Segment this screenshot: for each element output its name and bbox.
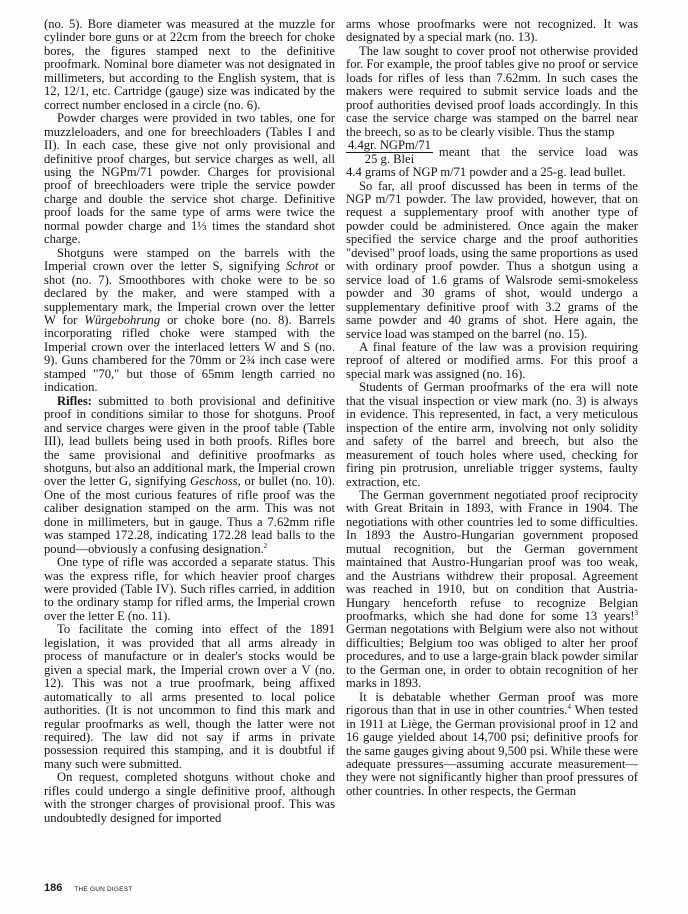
text: Shotguns were stamped on the barrels with the Imperial crown over the letter S, signifying <box>44 245 335 274</box>
paragraph-bore-diameter: (no. 5). Bore diameter was measured at the muzzle for cylinder bore guns or at 22cm from the breech for choke bores, the figures stamped next to the definitive proofmark. Nominal bore diameter was not designated in millimeters, but according to the English system, that is 12, 12/1, etc. Cartridge (gauge) size was indicated by the correct number enclosed in a circle (no. 6). <box>44 17 335 112</box>
paragraph-1891-legislation: To facilitate the coming into effect of the 1891 legislation, it was provided that all arms already in process of manufacture or in dealer's stocks would be given a special mark, the Imperial crown over a V (no. 12). This was not a true proofmark, being affixed automatically to all arms presented to local police authorities. (It is not uncommon to find this mark and regular proofmarks as well, though the latter were not required). The law did not say if arms in private possession required this stamping, and it is doubtful if many such were submitted. <box>44 622 335 771</box>
paragraph-powder-charges: Powder charges were provided in two tables, one for muzzleloaders, and one for breechloaders (Tables I and II). In each case, these give not only provisional and definitive proof charges, but service charges as well, all using the NGPm/71 powder. Charges for provisional proof of breechloaders were triple the service powder charge and double the service shot charge. Definitive proof loads for the same type of arms were twice the normal powder charge and 1⅓ times the standard shot charge. <box>44 111 335 247</box>
text: or choke bore (no. 8). Barrels incorporating rifled choke were stamped with the Imperial crown over the interlaced letters W and S (no. 9). Guns chambered for the 70mm or 2¾ inch case were stamped "70," but those of 65mm length carried no indication. <box>44 312 335 395</box>
stamp-caption: meant that the service load was <box>438 144 638 159</box>
text: When tested in 1911 at Liège, the German provisional proof in 12 and 16 gauge yielded about 14,700 psi; definitive proofs for the same gauges giving about 9,500 psi. While these were adequate pressures—assuming accurate measurement—they were not significantly higher than proof pressures of other countries. In other respects, the German <box>346 703 639 798</box>
footnote-ref: 2 <box>263 541 268 550</box>
text: German negotations with Belgium were also not without difficulties; Belgium too was obliged to alter her proof procedures, and to use a large-grain black powder similar to the German one, in order to obtain recognition of her marks in 1893. <box>346 622 638 691</box>
italic-term-wurgebohrung: Würgebohrung <box>84 312 161 327</box>
italic-term-schrot: Schrot <box>285 259 319 274</box>
paragraph-supplementary-proof: So far, all proof discussed has been in terms of the NGP m/71 powder. The law provided, however, that on request a supplementary proof with another type of powder could be administered. Once again the maker specified the service charge and the proof authorities "devised" proof loads, using the same proportions as used with ordinary proof powder. Thus a shotgun using a service load of 1.6 grams of Walsrode semi-smokeless powder and 30 grams of shot, would undergo a supplementary definitive proof with 3.2 grams of the same powder and 40 grams of shot. Here again, the service load was stamped on the barrel (no. 15). <box>346 178 638 341</box>
stamp-numerator: 4.4gr. NGPm/71 <box>348 138 431 153</box>
text: submitted to both provisional and definitive proof in conditions similar to those for shotguns. Proof and service charges were given in the proof table (Table III), lead bullets being used in both proofs. Rifles bore the same provisional and definitive proofmarks as shotguns, but also an additional mark, the Imperial crown over the letter G, signifying <box>44 393 335 489</box>
paragraph-express-rifle: One type of rifle was accorded a separate status. This was the express rifle, for which heavier proof charges were provided (Table IV). Such rifles carried, in addition to the ordinary stamp for rifled arms, the Imperial crown over the letter E (no. 11). <box>44 555 335 623</box>
paragraph-rifles <box>44 395 335 556</box>
page-number: 186 <box>44 882 63 894</box>
page-footer <box>44 882 132 894</box>
paragraph-other-proof: The law sought to cover proof not otherwise provided for. For example, the proof tables give no proof or service loads for rifles of less than 7.62mm. In such cases the makers were required to submit service loads and the proof authorities devised proof loads accordingly. In this case the service charge was stamped on the barrel near the breech, so as to be clearly visible. Thus the stamp <box>346 43 638 139</box>
paragraph-reproof: A final feature of the law was a provision requiring reproof of altered or modified arms. For this proof a special mark was assigned (no. 16). <box>346 339 638 381</box>
stamp-denominator: 25 g. Blei <box>364 152 415 167</box>
text: The German government negotiated proof reciprocity with Great Britain in 1893, with France in 1904. The negotiations with other countries led to some difficulties. In 1893 the Austro-Hungarian government proposed mutual recognition, but the German government maintained that Austro-Hungarian proof was too weak, and the Austrians withdrew their proposal. Agreement was reached in 1910, but on condition that Austria-Hungary henceforth refuse to recognize Belgian proofmarks, which she had done for some 13 years! <box>346 487 638 624</box>
footnote-ref: 3 <box>634 608 638 617</box>
left-column <box>44 18 335 825</box>
text: or shot (no. 7). Smoothbores with choke were to be so declared by the maker, and were stamped with a supplementary mark, the Imperial crown over the letter W for <box>44 259 336 327</box>
paragraph-rigor-comparison <box>346 691 638 799</box>
text: It is debatable whether German proof was more rigorous than that in use in other countries. <box>346 689 638 718</box>
paragraph-view-mark: Students of German proofmarks of the era will note that the visual inspection or view mark (no. 3) is always in evidence. This represented, in fact, a very meticulous inspection of the entire arm, involving not only solidity and safety of the barrel and breech, but also the measurement of touch holes where used, checking for firing pin protrusion, unreliable trigger systems, faulty extraction, etc. <box>346 380 638 489</box>
text: , or bullet (no. 10). One of the most curious features of rifle proof was the caliber designation stamped on the arm. This was not done in millimeters, but in gauge. Thus a 7.62mm rifle was stamped 172.28, indicating 172.28 lead balls to the pound—obviously a confusing designation. <box>44 474 335 556</box>
paragraph-imported-arms: arms whose proofmarks were not recognized. It was designated by a special mark (no. 13). <box>346 17 638 45</box>
paragraph-single-definitive-proof: On request, completed shotguns without choke and rifles could undergo a single definitive proof, although with the stronger charges of provisional proof. This was undoubtedly designed for imported <box>44 770 335 825</box>
right-column <box>346 18 638 798</box>
paragraph-shotguns <box>44 247 335 395</box>
paragraph-stamp-meaning: 4.4 grams of NGP m/71 powder and a 25-g. lead bullet. <box>346 165 626 180</box>
publication-name: THE GUN DIGEST <box>74 886 133 893</box>
italic-term-geschoss: Geschoss <box>189 474 238 489</box>
run-in-heading-rifles: Rifles: <box>57 393 92 408</box>
paragraph-reciprocity <box>346 489 638 691</box>
stamp-fraction <box>346 139 433 166</box>
footnote-ref: 4 <box>567 703 571 712</box>
stamp-example <box>346 139 638 166</box>
